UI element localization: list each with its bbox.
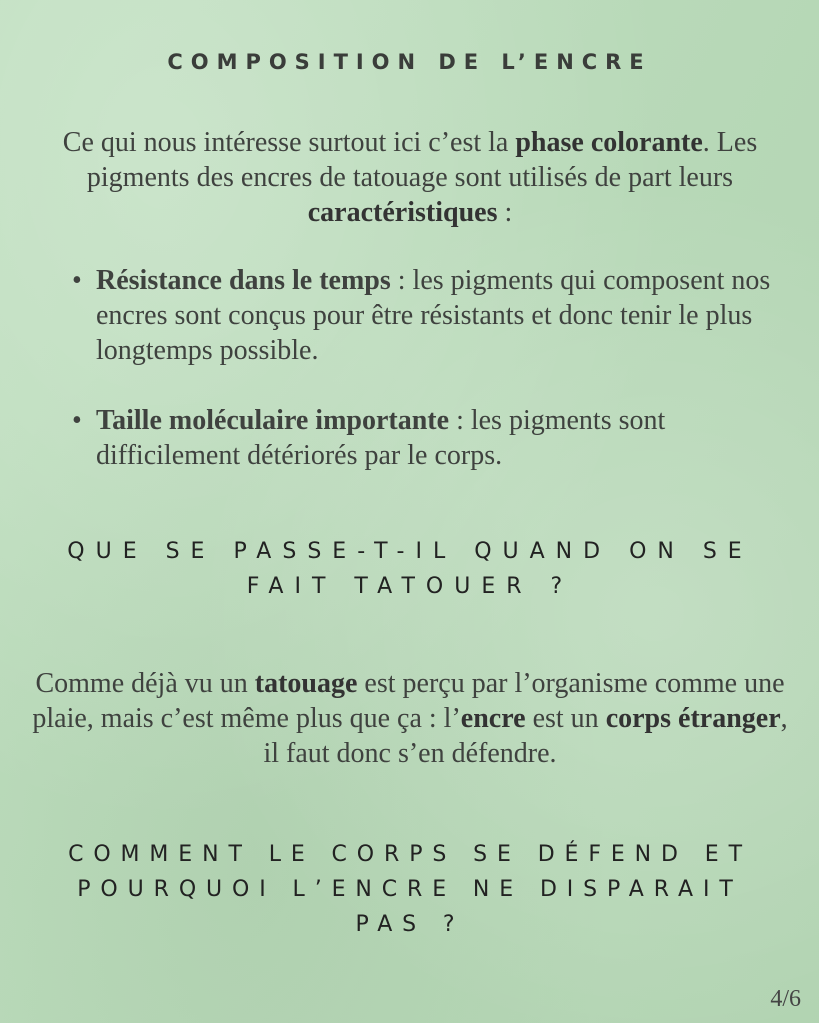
body-paragraph [30,666,790,771]
list-item [62,263,782,368]
list-item-text: : les pigments sont difficilement détériorés par le corps. [96,405,666,471]
intro-bold-1: phase colorante [515,127,703,158]
intro-text-3: : [497,197,513,228]
list-item [62,403,782,473]
list-item-bold: Taille moléculaire importante [96,405,450,436]
section-title-body-defense: COMMENT LE CORPS SE DÉFEND ET POURQUOI L’ENCRE NE DISPARAIT PAS ? [68,842,752,937]
list-item-bold: Résistance dans le temps [96,265,391,296]
intro-text-1: Ce qui nous intéresse surtout ici c’est la [62,127,516,158]
intro-text-2: . Les pigments des encres de tatouage sont utilisés de part leurs [86,127,758,193]
body-bold-2: encre [460,703,526,734]
intro-bold-2: caractéristiques [307,197,498,228]
body-text-2: est perçu par l’organisme comme une plaie, mais c’est même plus que ça : l’ [32,668,785,734]
page-number: 4/6 [770,986,801,1012]
intro-paragraph [50,125,770,230]
body-text-4: , il faut donc s’en défendre. [263,703,788,769]
body-text-3: est un [525,703,606,734]
characteristics-list [62,263,782,508]
body-bold-1: tatouage [254,668,358,699]
section-title-ink-composition: COMPOSITION DE L’ENCRE [167,50,652,74]
body-text-1: Comme déjà vu un [35,668,255,699]
section-title-tattoo-process: QUE SE PASSE-T-IL QUAND ON SE FAIT TATOUER ? [67,539,753,599]
body-bold-3: corps étranger [605,703,781,734]
list-item-text: : les pigments qui composent nos encres sont conçus pour être résistants et donc tenir le plus longtemps possible. [96,265,771,366]
